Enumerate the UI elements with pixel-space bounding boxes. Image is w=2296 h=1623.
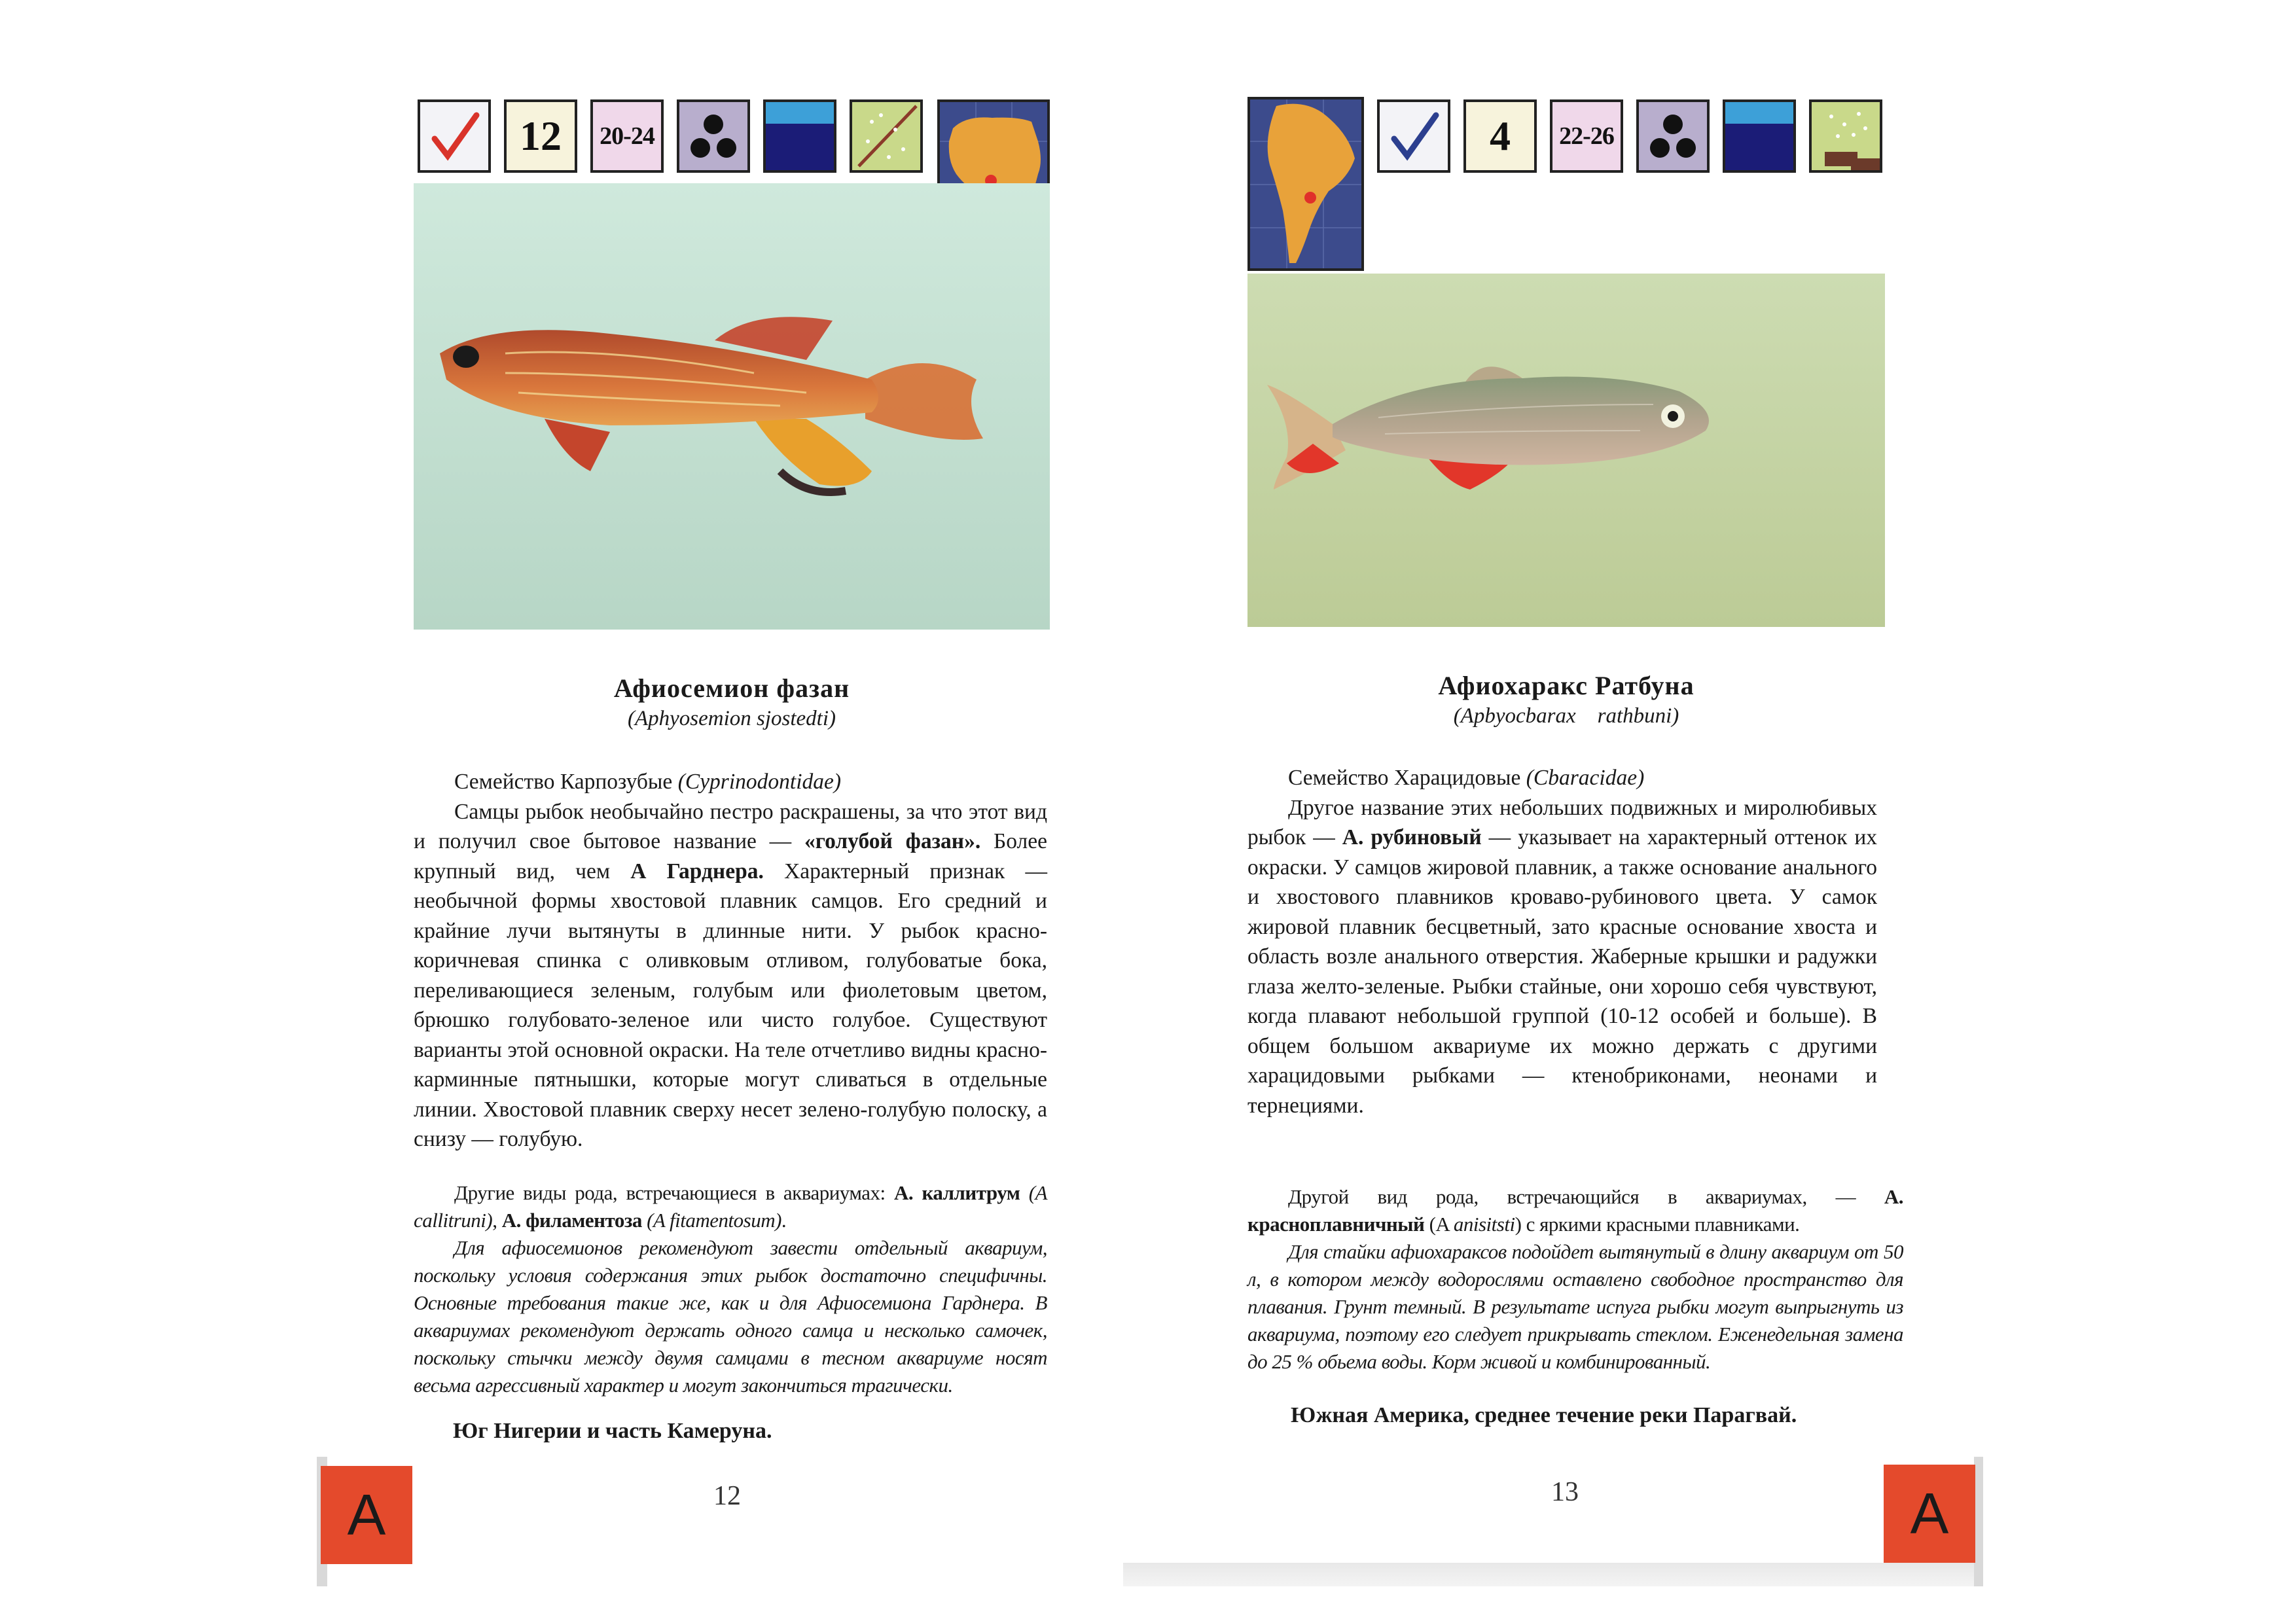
recommended-check-icon — [1377, 99, 1450, 173]
species-latin-name: (Apbyocbarax rathbuni) — [1453, 704, 1679, 728]
temperature-icon — [1550, 99, 1623, 173]
page-edge-shadow — [1974, 1457, 1983, 1586]
south-america-map-icon — [1247, 97, 1364, 271]
other-species-text — [1247, 1183, 1903, 1376]
section-letter-tab: A — [1884, 1465, 1975, 1563]
water-level-icon — [1723, 99, 1796, 173]
family-line: Семейство Карпозубые (Cyprinodontidae) — [454, 770, 842, 794]
care-paragraph: Для стайки афиохараксов подойдет вытянутый в длину аквариум от 50 л, в котором между водорослями оставлено свободное пространство для плавания. Грунт темный. В результате испуга рыбки могут выпрыгнуть из аквариума, поэтому его следует прикрывать стеклом. Еженедельная замена до 25 % обьема воды. Корм живой и комбинированный. — [1247, 1240, 1903, 1373]
plants-icon — [850, 99, 923, 173]
substrate-icon — [1809, 99, 1882, 173]
size-number-icon — [1463, 99, 1537, 173]
species-title: Афиосемион фазан — [613, 673, 850, 703]
description-paragraph: Самцы рыбок необычайно пестро раскрашены, за что этот вид и получил свое бытовое название — «голубой фазан». Более крупный вид, чем А Гарднера. Характерный признак — необычной формы хвостовой плавник самцов. Его средний и крайние лучи вытянуты в длинные нити. У рыбок красно-коричневая спинка с оливковым отливом, голубоватые бока, переливающиеся зеленым, голубым или фиолетовым цветом, брюшко голубовато-зеленое или чисто голубое. Существуют варианты этой основной окраски. На теле отчетливо видны красно-карминные пятнышки, которые могут сливаться в отдельные линии. Хвостовой плавник сверху несет зелено-голубую полоску, а снизу — голубую. — [414, 799, 1048, 1151]
care-paragraph: Для афиосемионов рекомендуют завести отдельный аквариум, поскольку условия содержания этих рыбок достаточно специфичны. Основные требования такие же, как и для Афиосемиона Гарднера. В аквариумах рекомендуют держать одного самца и несколько самочек, поскольку стычки между двумя самцами в тесном аквариуме носят весьма агрессивный характер и могут закончиться трагически. — [414, 1236, 1047, 1397]
habitat-region: Юг Нигерии и часть Камеруна. — [453, 1419, 772, 1443]
temperature-range: 20-24 — [600, 122, 655, 150]
size-number: 4 — [1490, 113, 1511, 159]
care-level-dots-icon — [677, 99, 750, 173]
page-number: 12 — [713, 1481, 741, 1511]
water-level-icon — [763, 99, 836, 173]
species-title: Афиохаракс Ратбуна — [1438, 671, 1695, 700]
page-bottom-shadow — [1123, 1563, 1981, 1586]
habitat-region: Южная Америка, среднее течение реки Парагвай. — [1291, 1403, 1797, 1427]
other-species-paragraph: Другой вид рода, встречающийся в аквариумах, — А. красноплавничный (A anisitsti) с яркими красными плавниками. — [1247, 1185, 1903, 1236]
description-text — [414, 767, 1047, 1154]
aphyocharax-photo — [1247, 274, 1885, 627]
recommended-check-icon — [418, 99, 491, 173]
temperature-icon — [590, 99, 664, 173]
temperature-range: 22-26 — [1559, 122, 1614, 150]
family-line: Семейство Харацидовые (Cbaracidae) — [1288, 766, 1645, 790]
description-paragraph: Другое название этих небольших подвижных и миролюбивых рыбок — А. рубиновый — указывает на характерный оттенок их окраски. У самцов жировой плавник, а также основание анального и хвостового плавников кроваво-рубинового цвета. У самок жировой плавник бесцветный, зато красные основание хвоста и область возле анального отверстия. Жаберные крышки и радужки глаза желто-зеленые. Рыбки стайные, они хорошо себя чувствуют, когда плавают небольшой группой (10-12 особей и больше). В общем большом аквариуме их можно держать с другими харацидовыми рыбками — ктенобриконами, неонами и тернециями. — [1247, 795, 1877, 1118]
aphyosemion-photo — [414, 183, 1050, 630]
species-latin-name: (Aphyosemion sjostedti) — [627, 707, 836, 730]
description-text — [1247, 763, 1877, 1120]
page-number: 13 — [1551, 1477, 1579, 1507]
size-number-icon — [504, 99, 577, 173]
care-level-dots-icon — [1636, 99, 1710, 173]
section-letter-tab: A — [321, 1466, 412, 1564]
size-number: 12 — [520, 113, 562, 159]
other-species-text — [414, 1179, 1047, 1399]
other-species-paragraph: Другие виды рода, встречающиеся в аквариумах: А. каллитрум (A callitruni), А. филаментоза (A fitamentosum). — [414, 1181, 1048, 1232]
